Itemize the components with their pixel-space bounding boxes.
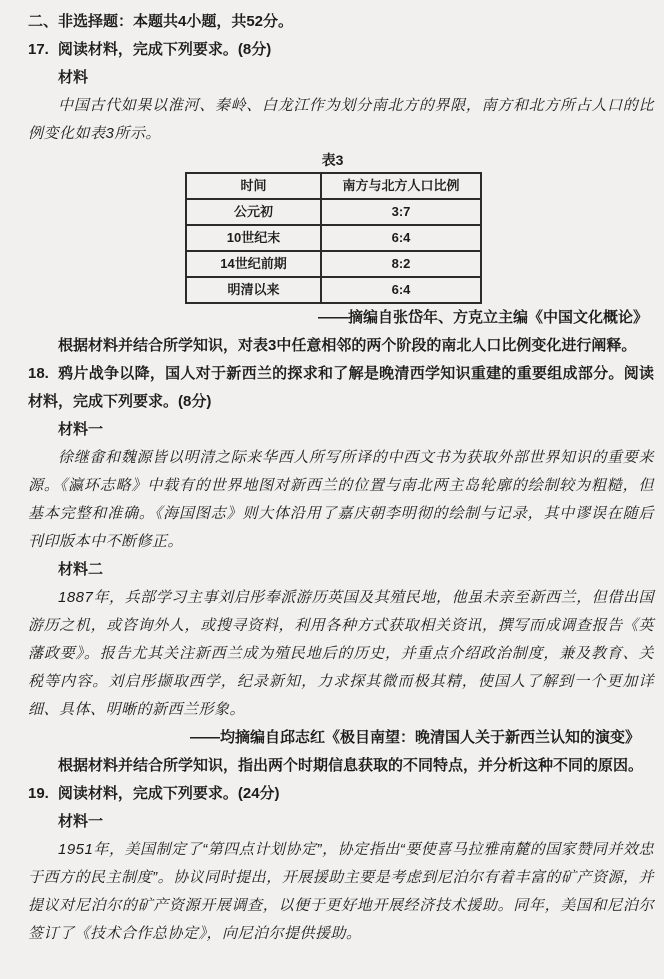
population-ratio-table <box>185 172 482 304</box>
q17-material-text: 中国古代如果以淮河、秦岭、白龙江作为划分南北方的界限，南方和北方所占人口的比例变化如表3所示。 <box>28 97 654 142</box>
table-cell-period: 14世纪前期 <box>186 251 321 277</box>
table-cell-ratio: 6:4 <box>321 277 481 303</box>
table-cell-ratio: 6:4 <box>321 225 481 251</box>
q17-attribution: ——摘编自张岱年、方克立主编《中国文化概论》 <box>317 309 648 326</box>
q19-number: 19. <box>28 785 49 802</box>
q18-header <box>28 360 654 416</box>
q18-material2-label: 材料二 <box>58 561 104 578</box>
q18-material2-text: 1887年，兵部学习主事刘启彤奉派游历英国及其殖民地，他虽未亲至新西兰，但借出国游历之机，或咨询外人，或搜寻资料，利用各种方式获取相关资讯，撰写而成调查报告《英藩政要》。报告尤其关注新西兰成为殖民地后的历史，并重点介绍政治制度，兼及教育、关税等内容。刘启彤撷取西学，纪录新知，力求探其微而极其精，使国人了解到一个更加详细、具体、明晰的新西兰形象。 <box>28 589 654 718</box>
table3-header-time: 时间 <box>186 173 321 199</box>
table-cell-ratio: 8:2 <box>321 251 481 277</box>
section-header: 二、非选择题：本题共4小题，共52分。 <box>28 13 294 30</box>
table-cell-period: 公元初 <box>186 199 321 225</box>
q18-material1-label: 材料一 <box>58 421 104 438</box>
table3-header-row <box>186 173 481 199</box>
table-row <box>186 251 481 277</box>
q19-prompt: 阅读材料，完成下列要求。(24分) <box>57 785 280 802</box>
table-cell-ratio: 3:7 <box>321 199 481 225</box>
q17-material-label: 材料 <box>58 69 89 86</box>
table3-container <box>185 148 480 304</box>
q17-question: 根据材料并结合所学知识，对表3中任意相邻的两个阶段的南北人口比例变化进行阐释。 <box>58 337 637 354</box>
table-row <box>186 277 481 303</box>
q18-question: 根据材料并结合所学知识，指出两个时期信息获取的不同特点，并分析这种不同的原因。 <box>58 757 644 774</box>
table-cell-period: 明清以来 <box>186 277 321 303</box>
q18-number: 18. <box>28 365 49 382</box>
q18-attribution: ——均摘编自邱志红《极目南望：晚清国人关于新西兰认知的演变》 <box>189 729 640 746</box>
q19-material1-label: 材料一 <box>58 813 104 830</box>
table3-header-ratio: 南方与北方人口比例 <box>321 173 481 199</box>
q18-material1-text: 徐继畬和魏源皆以明清之际来华西人所写所译的中西文书为获取外部世界知识的重要来源。《瀛环志略》中载有的世界地图对新西兰的位置与南北两主岛轮廓的绘制较为粗糙，但基本完整和准确。《海国图志》则大体沿用了嘉庆朝李明彻的绘制与记录，其中谬误在随后刊印版本中不断修正。 <box>28 449 654 550</box>
q18-intro: 鸦片战争以降，国人对于新西兰的探求和了解是晚清西学知识重建的重要组成部分。阅读材料，完成下列要求。(8分) <box>28 365 654 410</box>
q19-material1-text: 1951年，美国制定了“第四点计划协定”，协定指出“要使喜马拉雅南麓的国家赞同并效忠于西方的民主制度”。协议同时提出，开展援助主要是考虑到尼泊尔有着丰富的矿产资源，并提议对尼泊尔的矿产资源开展调查，以便于更好地开展经济技术援助。同年，美国和尼泊尔签订了《技术合作总协定》，向尼泊尔提供援助。 <box>28 841 654 942</box>
q17-number: 17. <box>28 41 49 58</box>
q17-header <box>28 36 654 64</box>
table3-title: 表3 <box>321 152 344 168</box>
q17-prompt: 阅读材料，完成下列要求。(8分) <box>57 41 272 58</box>
table-cell-period: 10世纪末 <box>186 225 321 251</box>
q19-header <box>28 780 654 808</box>
table-row <box>186 225 481 251</box>
table-row <box>186 199 481 225</box>
